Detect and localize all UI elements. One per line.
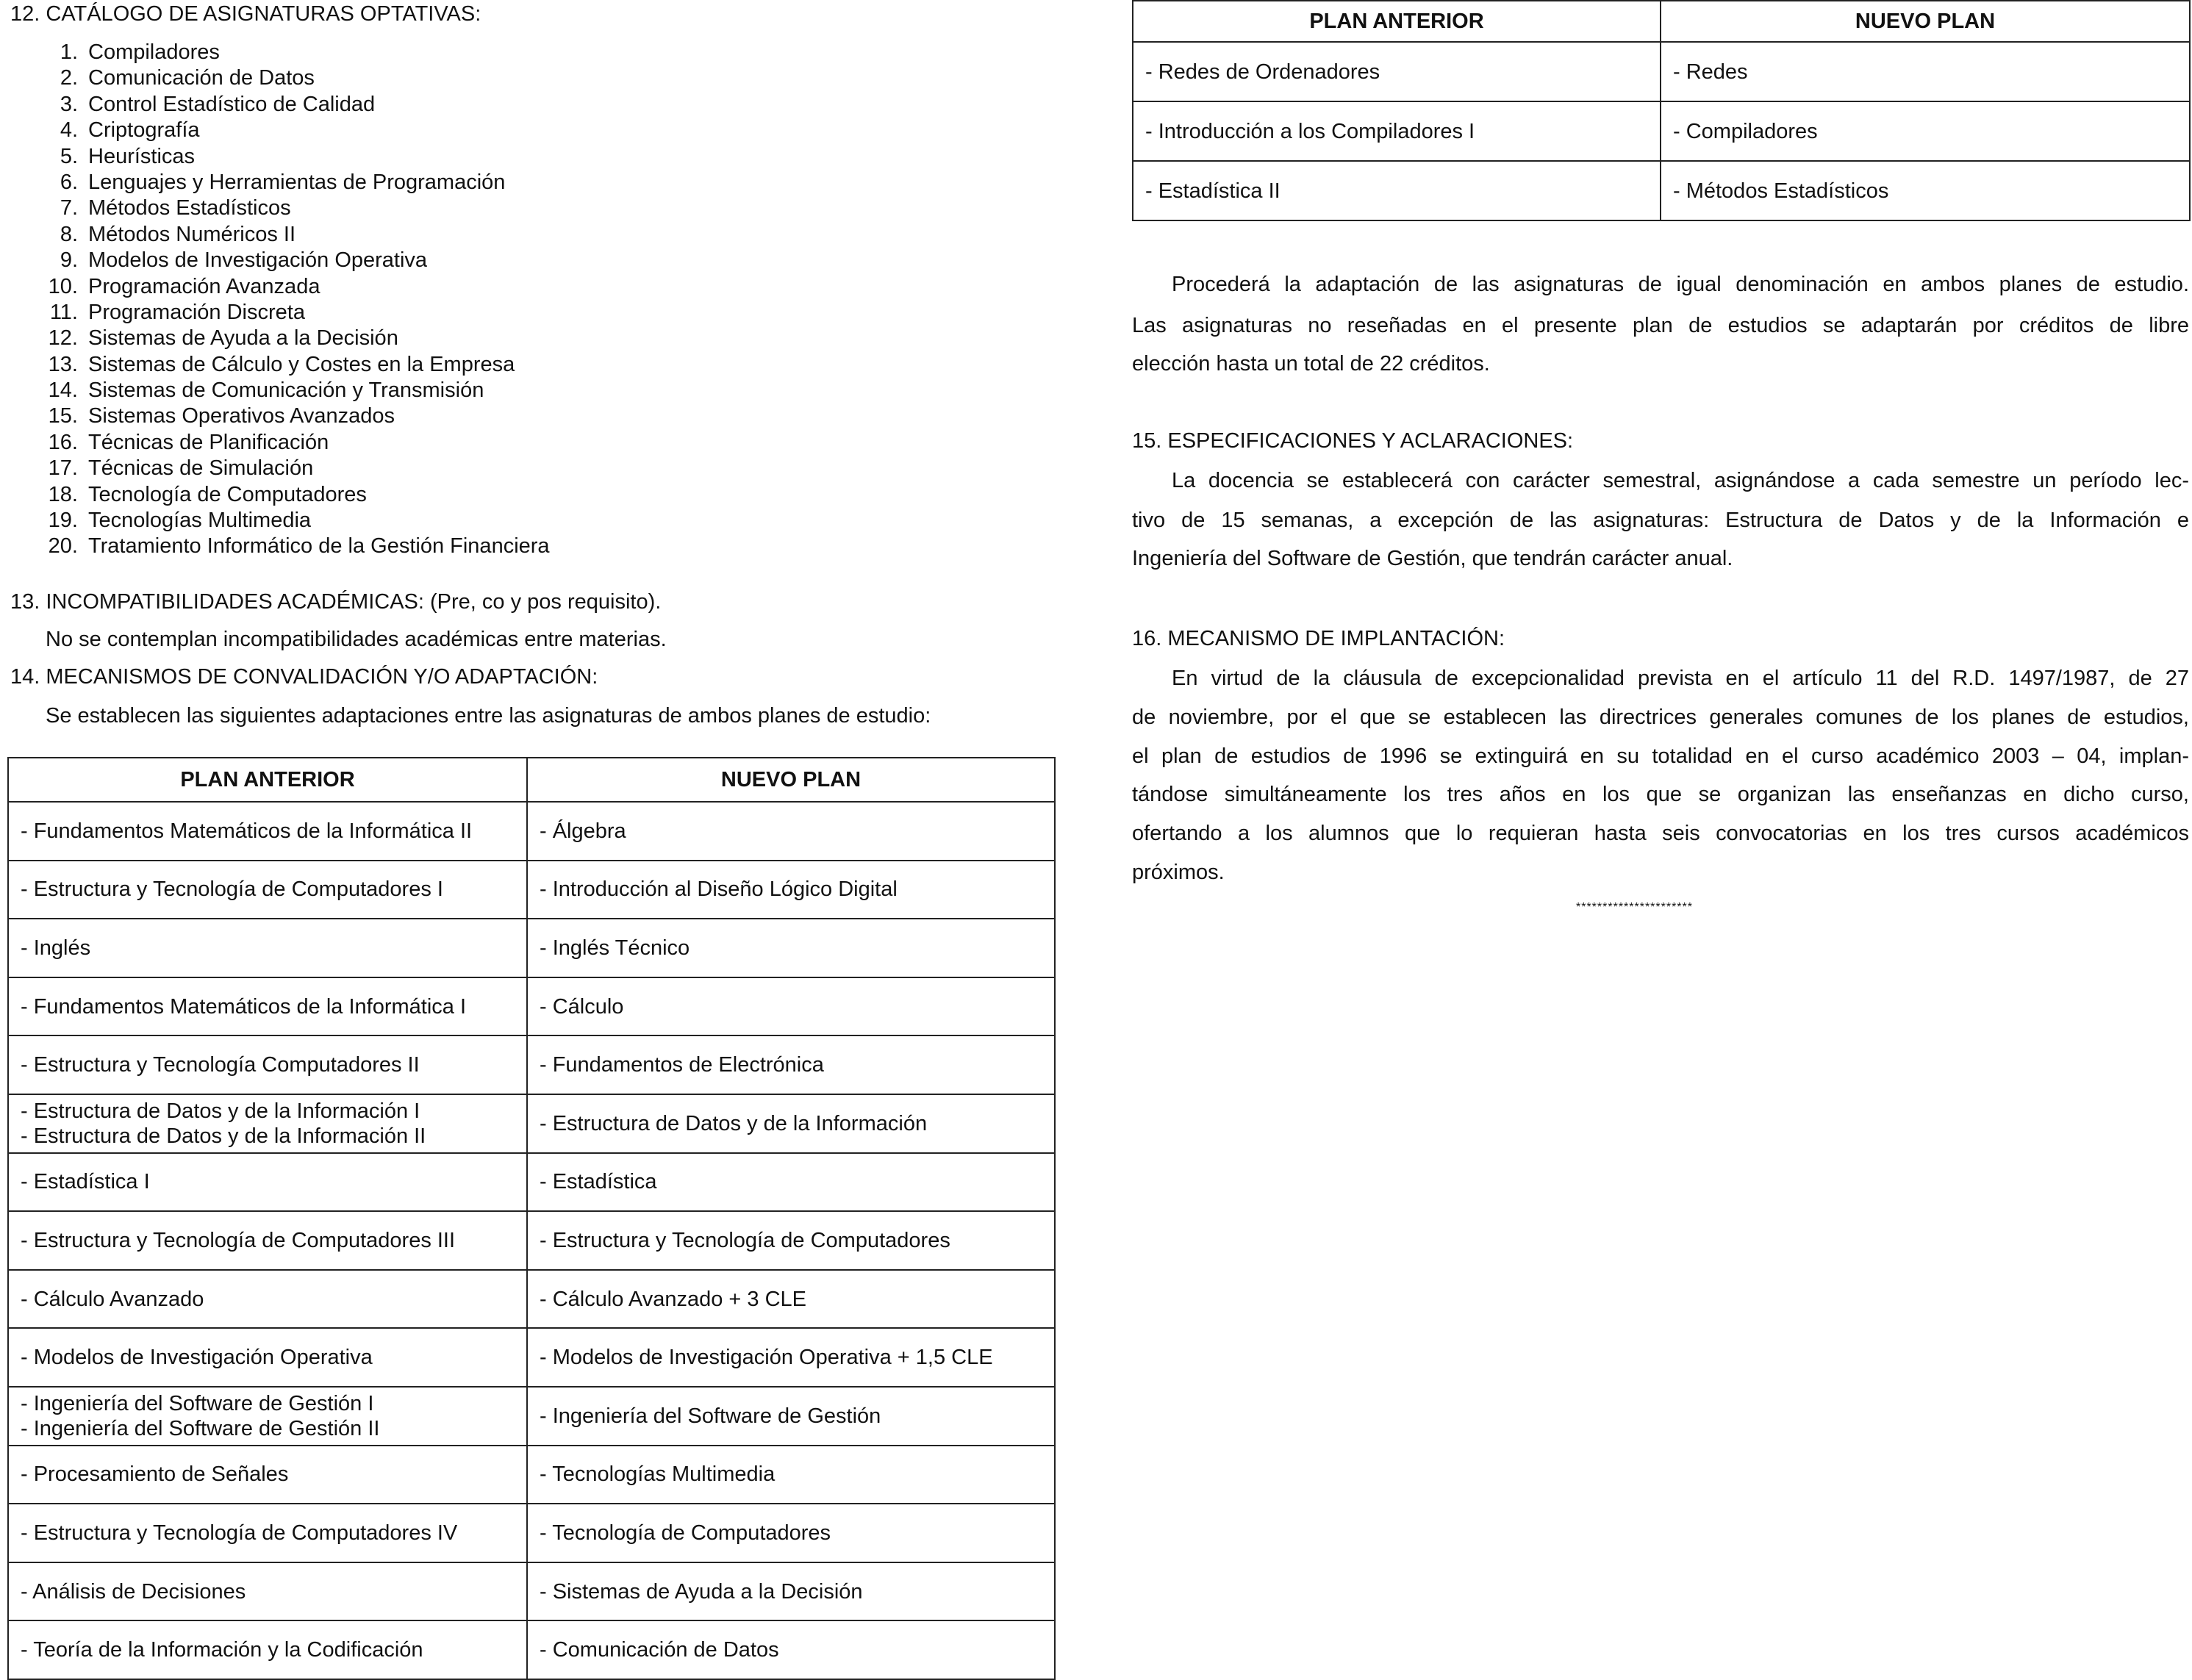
section-16-title: 16. MECANISMO DE IMPLANTACIÓN: (1132, 627, 1505, 650)
catalog-item-number: 13. (48, 352, 78, 376)
new-plan-cell: - Cálculo Avanzado + 3 CLE (527, 1270, 1055, 1329)
table-row (1133, 101, 2190, 161)
new-plan-cell: - Introducción al Diseño Lógico Digital (527, 861, 1055, 919)
old-plan-cell (8, 1328, 527, 1387)
new-plan-cell: - Estadística (527, 1153, 1055, 1212)
old-plan-cell (8, 1446, 527, 1504)
header-new-plan: NUEVO PLAN (1661, 1, 2190, 42)
table-row (8, 977, 1055, 1036)
table-row (8, 861, 1055, 919)
table-row (8, 1035, 1055, 1094)
section-13-text: No se contemplan incompatibilidades académicas entre materias. (46, 628, 667, 651)
old-plan-cell (1133, 161, 1661, 220)
catalog-item-label: Técnicas de Simulación (88, 456, 314, 481)
new-plan-cell: - Tecnología de Computadores (527, 1504, 1055, 1562)
catalog-item-label: Programación Discreta (88, 300, 305, 324)
catalog-item-label: Tecnología de Computadores (88, 482, 367, 506)
table-header-row (8, 758, 1055, 802)
catalog-item (44, 508, 550, 534)
catalog-item-number: 12. (48, 326, 78, 351)
table-row (8, 1387, 1055, 1446)
catalog-item (44, 482, 550, 508)
catalog-item-label: Sistemas Operativos Avanzados (88, 404, 395, 428)
old-plan-subject: - Redes de Ordenadores (1145, 60, 1380, 84)
catalog-item (44, 222, 550, 248)
new-plan-cell: - Estructura de Datos y de la Información (527, 1094, 1055, 1153)
old-plan-cell (8, 1620, 527, 1679)
section-16-line-4: tándose simultáneamente los tres años en los que se organizan las enseñanzas en dicho curso, (1132, 783, 2189, 806)
old-plan-cell (8, 1094, 527, 1153)
catalog-item-label: Sistemas de Ayuda a la Decisión (88, 326, 398, 351)
old-plan-subject: - Ingeniería del Software de Gestión II (21, 1416, 380, 1440)
section-15-line-1: La docencia se establecerá con carácter semestral, asignándose a cada semestre un período lec- (1172, 469, 2189, 492)
header-old-plan: PLAN ANTERIOR (1133, 1, 1661, 42)
adaptation-paragraph-line-1: Procederá la adaptación de las asignaturas de igual denominación en ambos planes de estudio. (1172, 273, 2189, 296)
catalog-item-label: Comunicación de Datos (88, 66, 315, 90)
new-plan-cell: - Ingeniería del Software de Gestión (527, 1387, 1055, 1446)
new-plan-cell: - Cálculo (527, 977, 1055, 1036)
old-plan-subject: - Cálculo Avanzado (21, 1287, 204, 1311)
new-plan-cell: - Fundamentos de Electrónica (527, 1035, 1055, 1094)
catalog-item-number: 6. (60, 170, 78, 194)
catalog-item-number: 20. (48, 534, 78, 559)
catalog-item (44, 378, 550, 403)
old-plan-subject: - Teoría de la Información y la Codificación (21, 1638, 423, 1662)
old-plan-cell (8, 1562, 527, 1621)
new-plan-cell: - Redes (1661, 42, 2190, 101)
old-plan-subject: - Estructura y Tecnología de Computadores IV (21, 1521, 458, 1545)
catalog-item (44, 300, 550, 326)
old-plan-cell (8, 1270, 527, 1329)
catalog-item-number: 10. (48, 274, 78, 298)
old-plan-subject: - Fundamentos Matemáticos de la Informática II (21, 819, 473, 843)
old-plan-cell (8, 1504, 527, 1562)
old-plan-subject: - Introducción a los Compiladores I (1145, 119, 1475, 143)
old-plan-cell (8, 1387, 527, 1446)
table-row (8, 1153, 1055, 1212)
catalog-item-label: Técnicas de Planificación (88, 430, 329, 454)
end-separator: ********************** (1576, 901, 1693, 913)
catalog-item (44, 65, 550, 91)
old-plan-subject: - Análisis de Decisiones (21, 1579, 246, 1604)
catalog-item (44, 195, 550, 221)
catalog-item-number: 3. (60, 92, 78, 116)
old-plan-subject: - Estadística II (1145, 179, 1281, 203)
old-plan-cell (8, 861, 527, 919)
section-15-title: 15. ESPECIFICACIONES Y ACLARACIONES: (1132, 429, 1574, 453)
old-plan-cell (8, 1211, 527, 1270)
old-plan-subject: - Estructura de Datos y de la Información II (21, 1124, 426, 1148)
catalog-item-label: Programación Avanzada (88, 274, 320, 298)
section-15-line-3: Ingeniería del Software de Gestión, que tendrán carácter anual. (1132, 547, 1733, 570)
header-new-plan: NUEVO PLAN (527, 758, 1055, 802)
section-16-line-3: el plan de estudios de 1996 se extinguirá en su totalidad en el curso académico 2003 – 04, implan- (1132, 744, 2189, 768)
catalog-item (44, 40, 550, 65)
old-plan-subject: - Ingeniería del Software de Gestión I (21, 1391, 374, 1415)
table-row (8, 802, 1055, 861)
catalog-item-label: Métodos Numéricos II (88, 222, 296, 246)
catalog-item (44, 248, 550, 273)
new-plan-cell: - Sistemas de Ayuda a la Decisión (527, 1562, 1055, 1621)
section-14-text: Se establecen las siguientes adaptaciones entre las asignaturas de ambos planes de estudio: (46, 704, 931, 728)
catalog-item-label: Métodos Estadísticos (88, 196, 291, 220)
catalog-item (44, 118, 550, 143)
table-row (8, 1620, 1055, 1679)
section-12-title: 12. CATÁLOGO DE ASIGNATURAS OPTATIVAS: (10, 2, 481, 26)
table-row (8, 1328, 1055, 1387)
old-plan-cell (8, 1035, 527, 1094)
catalog-item-label: Modelos de Investigación Operativa (88, 248, 428, 273)
catalog-item-label: Heurísticas (88, 144, 196, 168)
old-plan-cell (8, 802, 527, 861)
catalog-item-number: 4. (60, 118, 78, 143)
catalog-item-number: 15. (48, 404, 78, 428)
catalog-item (44, 456, 550, 481)
catalog-item (44, 326, 550, 351)
catalog-item-number: 1. (60, 40, 78, 64)
catalog-item-number: 2. (60, 66, 78, 90)
catalog-item (44, 92, 550, 118)
catalog-item-number: 14. (48, 378, 78, 403)
catalog-item-label: Sistemas de Comunicación y Transmisión (88, 378, 484, 403)
header-old-plan: PLAN ANTERIOR (8, 758, 527, 802)
table-row (8, 1504, 1055, 1562)
catalog-item-number: 17. (48, 456, 78, 481)
section-13-title: 13. INCOMPATIBILIDADES ACADÉMICAS: (Pre, co y pos requisito). (10, 590, 662, 614)
old-plan-subject: - Modelos de Investigación Operativa (21, 1346, 373, 1370)
catalog-item (44, 534, 550, 559)
table-row (1133, 42, 2190, 101)
catalog-item-label: Tecnologías Multimedia (88, 509, 312, 533)
optional-subjects-list (44, 40, 550, 560)
catalog-item-number: 8. (60, 222, 78, 246)
section-16-line-1: En virtud de la cláusula de excepcionalidad prevista en el artículo 11 del R.D. 1497/1987, de 27 (1172, 667, 2189, 690)
catalog-item-label: Control Estadístico de Calidad (88, 92, 376, 116)
catalog-item-label: Criptografía (88, 118, 200, 143)
new-plan-cell: - Modelos de Investigación Operativa + 1,5 CLE (527, 1328, 1055, 1387)
new-plan-cell: - Tecnologías Multimedia (527, 1446, 1055, 1504)
section-16-line-2: de noviembre, por el que se establecen las directrices generales comunes de los planes de estudios, (1132, 706, 2189, 729)
catalog-item (44, 144, 550, 170)
adaptation-paragraph-line-3: elección hasta un total de 22 créditos. (1132, 352, 1490, 376)
new-plan-cell: - Inglés Técnico (527, 919, 1055, 977)
catalog-item-number: 19. (48, 509, 78, 533)
catalog-item-label: Lenguajes y Herramientas de Programación (88, 170, 506, 194)
catalog-item (44, 170, 550, 195)
catalog-item-label: Tratamiento Informático de la Gestión Financiera (88, 534, 550, 559)
catalog-item-number: 11. (49, 300, 78, 324)
old-plan-cell (1133, 42, 1661, 101)
old-plan-subject: - Procesamiento de Señales (21, 1462, 289, 1487)
old-plan-cell (1133, 101, 1661, 161)
section-16-line-6: próximos. (1132, 861, 1225, 884)
catalog-item (44, 403, 550, 429)
old-plan-subject: - Inglés (21, 936, 91, 960)
catalog-item (44, 352, 550, 378)
catalog-item (44, 274, 550, 300)
catalog-item-number: 7. (60, 196, 78, 220)
table-row (1133, 161, 2190, 220)
table-row (8, 1270, 1055, 1329)
section-16-line-5: ofertando a los alumnos que lo requieran hasta seis convocatorias en los tres cursos académicos (1132, 822, 2189, 845)
new-plan-cell: - Compiladores (1661, 101, 2190, 161)
adaptation-table-continued (1132, 0, 2191, 221)
old-plan-subject: - Estructura y Tecnología de Computadores III (21, 1228, 456, 1252)
old-plan-cell (8, 919, 527, 977)
old-plan-cell (8, 977, 527, 1036)
catalog-item-number: 5. (60, 144, 78, 168)
adaptation-table (7, 757, 1056, 1680)
old-plan-subject: - Estadística I (21, 1170, 150, 1194)
new-plan-cell: - Estructura y Tecnología de Computadores (527, 1211, 1055, 1270)
new-plan-cell: - Álgebra (527, 802, 1055, 861)
new-plan-cell: - Comunicación de Datos (527, 1620, 1055, 1679)
new-plan-cell: - Métodos Estadísticos (1661, 161, 2190, 220)
catalog-item-number: 18. (48, 482, 78, 506)
catalog-item (44, 430, 550, 456)
catalog-item-label: Sistemas de Cálculo y Costes en la Empresa (88, 352, 515, 376)
catalog-item-number: 9. (60, 248, 78, 273)
old-plan-subject: - Estructura y Tecnología Computadores II (21, 1053, 420, 1077)
old-plan-subject: - Fundamentos Matemáticos de la Informática I (21, 994, 467, 1019)
table-row (8, 1211, 1055, 1270)
section-14-title: 14. MECANISMOS DE CONVALIDACIÓN Y/O ADAPTACIÓN: (10, 665, 598, 689)
old-plan-cell (8, 1153, 527, 1212)
table-row (8, 1446, 1055, 1504)
old-plan-subject: - Estructura y Tecnología de Computadores I (21, 877, 443, 902)
adaptation-paragraph-line-2: Las asignaturas no reseñadas en el presente plan de estudios se adaptarán por créditos de libre (1132, 314, 2189, 337)
catalog-item-number: 16. (48, 430, 78, 454)
table-header-row (1133, 1, 2190, 42)
old-plan-subject: - Estructura de Datos y de la Información I (21, 1099, 420, 1123)
table-row (8, 1094, 1055, 1153)
section-15-line-2: tivo de 15 semanas, a excepción de las asignaturas: Estructura de Datos y de la Información e (1132, 509, 2189, 532)
catalog-item-label: Compiladores (88, 40, 220, 64)
table-row (8, 1562, 1055, 1621)
table-row (8, 919, 1055, 977)
